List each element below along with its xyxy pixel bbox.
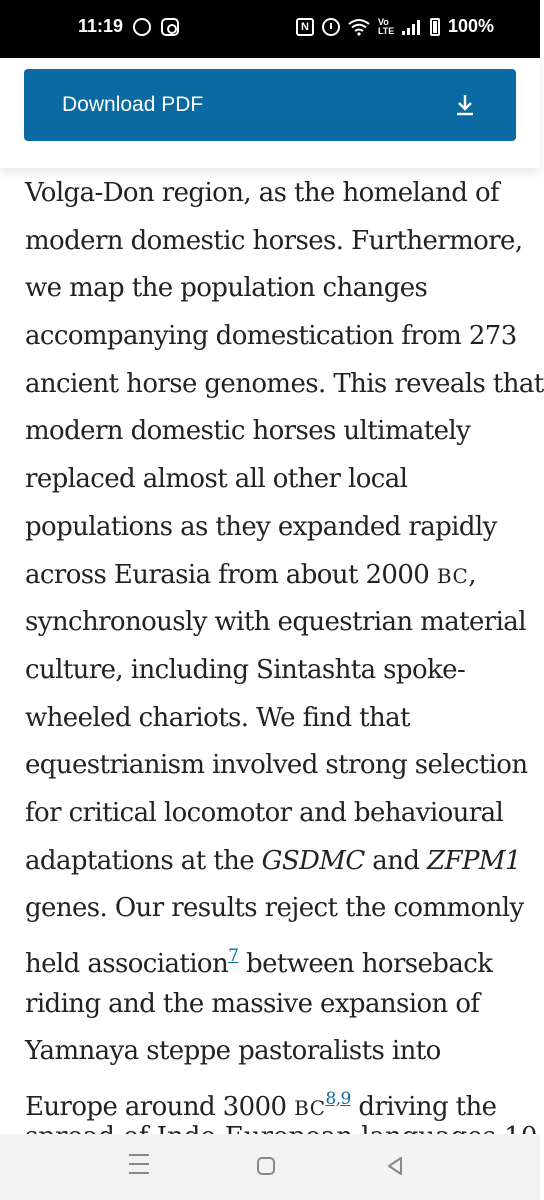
volte-icon: Vo LTE: [377, 16, 395, 36]
recents-button[interactable]: [129, 1154, 149, 1178]
instagram-icon: [161, 18, 179, 36]
text-span: driving the: [350, 1092, 497, 1123]
text-line: synchronously with equestrian material: [25, 607, 526, 638]
download-pdf-button[interactable]: [24, 69, 516, 141]
text-line: [25, 552, 520, 600]
text-span: and: [364, 845, 428, 876]
text-line: Yamnaya steppe pastoralists into: [25, 1036, 441, 1067]
reference-link[interactable]: 8,9: [325, 1089, 351, 1110]
status-bar: [0, 0, 540, 58]
text-line: Volga-Don region, as the homeland of: [25, 178, 500, 208]
text-line: populations as they expanded rapidly: [25, 511, 497, 542]
text-line: modern domestic horses. Furthermore,: [25, 225, 523, 256]
text-span: ,: [468, 559, 476, 590]
download-pdf-label: Download PDF: [62, 93, 204, 116]
back-button[interactable]: [386, 1156, 404, 1176]
text-line: ancient horse genomes. This reveals that: [25, 368, 544, 399]
text-line: replaced almost all other local: [25, 464, 408, 495]
text-span: Europe around 3000: [25, 1092, 295, 1123]
era-bc: BC: [436, 563, 469, 588]
text-span: adaptations at the: [25, 845, 262, 876]
download-icon: [454, 93, 476, 117]
text-line: riding and the massive expansion of: [25, 988, 480, 1019]
whatsapp-icon: [133, 18, 151, 36]
text-line: genes. Our results reject the commonly: [25, 893, 524, 924]
article-abstract: [25, 170, 544, 1124]
home-button[interactable]: [257, 1157, 275, 1175]
battery-icon: [430, 18, 440, 36]
gene-name: ZFPM1: [427, 845, 521, 876]
text-line: [25, 838, 520, 886]
status-right: [296, 16, 494, 37]
status-time: 11:19: [78, 16, 124, 36]
status-left: [78, 16, 179, 37]
text-line: we map the population changes: [25, 273, 428, 304]
text-line: culture, including Sintashta spoke-: [25, 654, 466, 685]
alarm-icon: [322, 18, 340, 36]
text-line: modern domestic horses ultimately: [25, 416, 471, 447]
battery-percent: 100%: [447, 16, 494, 36]
gene-name: GSDMC: [261, 845, 365, 876]
sticky-header: [0, 58, 540, 168]
text-line: for critical locomotor and behavioural: [25, 797, 504, 828]
text-span: between horseback: [238, 949, 493, 979]
text-line: accompanying domestication from 273: [25, 321, 517, 352]
text-line: [25, 933, 520, 981]
nfc-icon: N: [296, 18, 314, 36]
text-span: held association: [25, 949, 229, 979]
text-line-partial: [25, 1122, 537, 1134]
wifi-icon: [348, 18, 370, 36]
signal-icon: [402, 19, 422, 35]
navigation-bar: [0, 1134, 540, 1200]
text-line: equestrianism involved strong selection: [25, 750, 528, 781]
era-bc: BC: [294, 1096, 326, 1121]
reference-link[interactable]: 7: [228, 946, 239, 966]
text-line: wheeled chariots. We find that: [25, 702, 410, 733]
text-line: [25, 1076, 520, 1124]
text-span: across Eurasia from about 2000: [25, 559, 437, 590]
